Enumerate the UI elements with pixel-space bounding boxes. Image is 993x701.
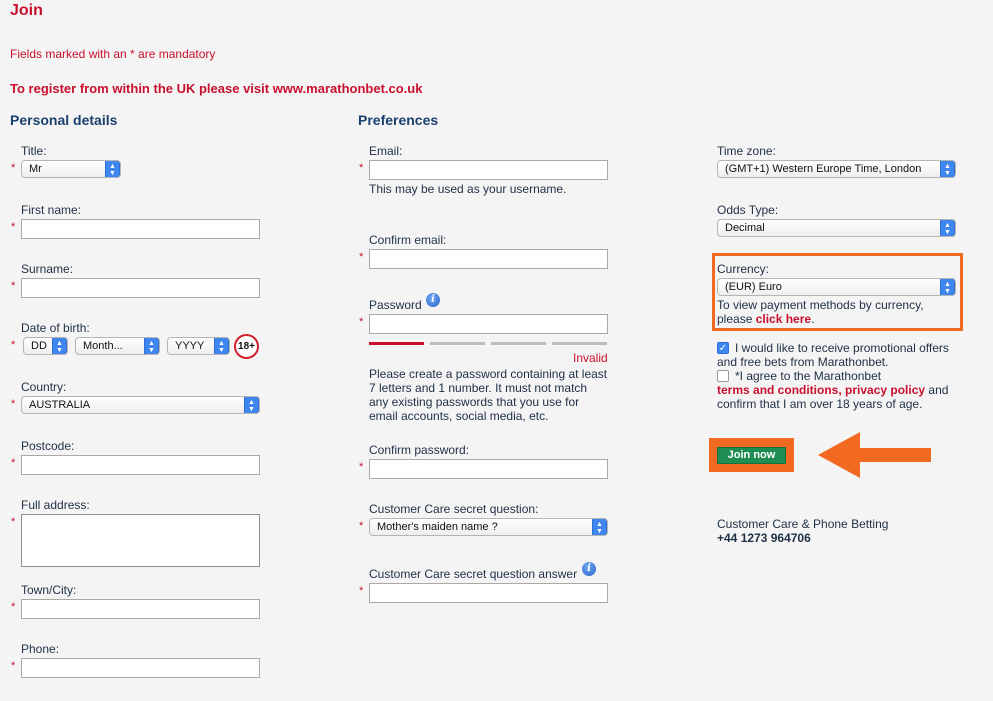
promo-line: and free bets from Marathonbet. (717, 355, 889, 369)
dob-day-select[interactable] (23, 337, 68, 355)
required-mark: * (11, 601, 16, 613)
password-help-line: Please create a password containing at least (369, 367, 608, 381)
join-now-button[interactable]: Join now (717, 447, 786, 464)
chevron-updown-icon: ▲ ▼ (592, 518, 607, 536)
dob-year-select[interactable] (167, 337, 230, 355)
password-label: Password (369, 298, 422, 312)
chevron-updown-icon: ▲ ▼ (940, 160, 955, 178)
town-input[interactable] (21, 599, 260, 619)
chevron-updown-icon: ▲ ▼ (52, 337, 67, 355)
terms-prefix: *I agree to the Marathonbet (735, 369, 882, 383)
currency-select[interactable] (717, 278, 956, 296)
page-title: Join (10, 2, 43, 19)
privacy-policy-link[interactable]: privacy policy (845, 383, 926, 397)
required-mark: * (11, 516, 16, 528)
chevron-updown-icon: ▲ ▼ (940, 278, 955, 296)
promo-checkbox[interactable]: ✓ (718, 343, 728, 354)
password-strength-segment (552, 342, 607, 345)
currency-label: Currency: (717, 262, 770, 276)
dob-month-value: Month... (83, 340, 123, 352)
secret-answer-label: Customer Care secret question answer (369, 567, 578, 581)
full-address-textarea[interactable] (21, 514, 260, 567)
uk-register-note[interactable]: To register from within the UK please visit www.marathonbet.co.uk (10, 81, 423, 96)
secret-question-label: Customer Care secret question: (369, 502, 539, 516)
required-mark: * (11, 162, 16, 174)
arrow-left-icon (818, 432, 933, 478)
chevron-updown-icon: ▲ ▼ (105, 160, 120, 178)
secret-question-select[interactable] (369, 518, 608, 536)
required-mark: * (359, 316, 364, 328)
confirm-email-label: Confirm email: (369, 233, 447, 247)
confirm-password-input[interactable] (369, 459, 608, 479)
required-mark: * (359, 461, 364, 473)
surname-label: Surname: (21, 262, 74, 276)
odds-type-label: Odds Type: (717, 203, 779, 217)
password-help-line: any existing passwords that you use for (369, 395, 580, 409)
terms-line (717, 383, 948, 397)
info-icon[interactable]: i (426, 293, 440, 307)
terms-age-line: confirm that I am over 18 years of age. (717, 397, 923, 411)
password-help-text (369, 367, 607, 423)
title-select[interactable] (21, 160, 121, 178)
password-input[interactable] (369, 314, 608, 334)
dob-year-value: YYYY (175, 340, 205, 352)
email-input[interactable] (369, 160, 608, 180)
currency-note-line: To view payment methods by currency, (717, 298, 924, 312)
password-strength-segment (369, 342, 424, 345)
required-mark: * (359, 520, 364, 532)
currency-note-prefix: please (717, 312, 756, 326)
required-mark: * (359, 251, 364, 263)
country-select[interactable] (21, 396, 260, 414)
promo-line: I would like to receive promotional offers (735, 341, 949, 355)
currency-note-end: . (811, 312, 815, 326)
password-help-line: email accounts, social media, etc. (369, 409, 549, 423)
terms-and: and (925, 383, 949, 397)
personal-details-heading: Personal details (10, 112, 118, 128)
currency-value: (EUR) Euro (725, 281, 782, 293)
required-mark: * (11, 280, 16, 292)
dob-label: Date of birth: (21, 321, 90, 335)
promo-text (735, 341, 949, 355)
preferences-heading: Preferences (358, 112, 439, 128)
required-mark: * (11, 660, 16, 672)
secret-answer-input[interactable] (369, 583, 608, 603)
chevron-updown-icon: ▲ ▼ (144, 337, 159, 355)
support-label: Customer Care & Phone Betting (717, 517, 889, 531)
timezone-select[interactable] (717, 160, 956, 178)
required-mark: * (11, 457, 16, 469)
password-help-line: 7 letters and 1 number. It must not match (369, 381, 588, 395)
password-status: Invalid (573, 351, 608, 365)
mandatory-note: Fields marked with an * are mandatory (10, 47, 216, 61)
required-mark: * (359, 162, 364, 174)
support-phone: +44 1273 964706 (717, 531, 811, 545)
timezone-value: (GMT+1) Western Europe Time, London (725, 163, 922, 175)
confirm-password-label: Confirm password: (369, 443, 470, 457)
required-mark: * (11, 339, 16, 351)
currency-note-line (717, 312, 924, 326)
chevron-updown-icon: ▲ ▼ (214, 337, 229, 355)
age-18-plus-icon: 18+ (234, 334, 259, 359)
postcode-label: Postcode: (21, 439, 75, 453)
surname-input[interactable] (21, 278, 260, 298)
confirm-email-input[interactable] (369, 249, 608, 269)
postcode-input[interactable] (21, 455, 260, 475)
country-label: Country: (21, 380, 67, 394)
title-label: Title: (21, 144, 47, 158)
password-strength-segment (430, 342, 485, 345)
title-select-value: Mr (29, 163, 42, 175)
required-mark: * (359, 585, 364, 597)
terms-checkbox[interactable] (717, 370, 729, 382)
currency-click-here-link[interactable]: click here (755, 312, 812, 326)
terms-conditions-link[interactable]: terms and conditions (717, 383, 839, 397)
town-label: Town/City: (21, 583, 77, 597)
first-name-input[interactable] (21, 219, 260, 239)
email-label: Email: (369, 144, 403, 158)
phone-input[interactable] (21, 658, 260, 678)
timezone-label: Time zone: (717, 144, 776, 158)
odds-type-value: Decimal (725, 222, 765, 234)
country-select-value: AUSTRALIA (29, 399, 91, 411)
required-mark: * (11, 398, 16, 410)
password-strength-segment (491, 342, 546, 345)
odds-type-select[interactable] (717, 219, 956, 237)
dob-day-value: DD (31, 340, 47, 352)
chevron-updown-icon: ▲ ▼ (244, 396, 259, 414)
chevron-updown-icon: ▲ ▼ (940, 219, 955, 237)
first-name-label: First name: (21, 203, 82, 217)
terms-comma: , (838, 383, 846, 397)
info-icon[interactable]: i (582, 562, 596, 576)
secret-question-value: Mother's maiden name ? (377, 521, 498, 533)
phone-label: Phone: (21, 642, 60, 656)
dob-month-select[interactable] (75, 337, 160, 355)
required-mark: * (11, 221, 16, 233)
full-address-label: Full address: (21, 498, 90, 512)
currency-note (717, 298, 924, 326)
email-hint: This may be used as your username. (369, 182, 567, 196)
